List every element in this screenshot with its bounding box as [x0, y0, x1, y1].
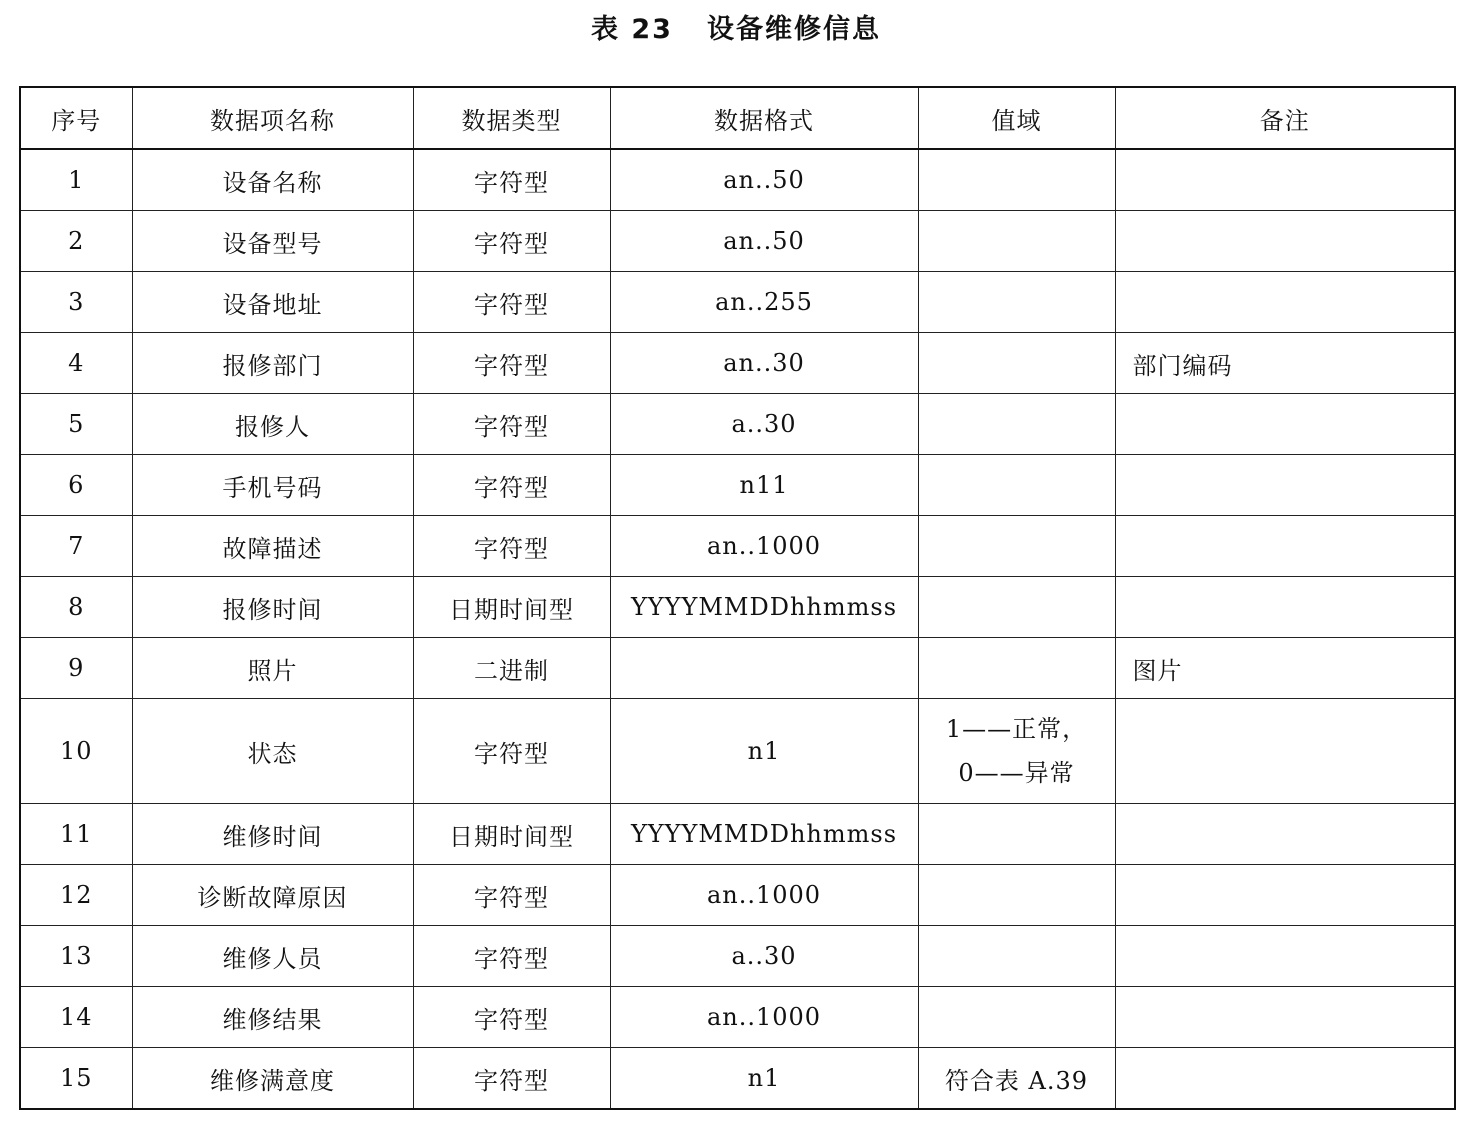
cell-item-name: 维修时间 — [132, 804, 413, 865]
cell-serial: 15 — [20, 1048, 132, 1110]
cell-value-range — [918, 394, 1115, 455]
header-row — [20, 87, 1455, 149]
table-row — [20, 149, 1455, 211]
cell-data-type: 字符型 — [413, 865, 610, 926]
cell-serial: 10 — [20, 699, 132, 804]
cell-serial: 2 — [20, 211, 132, 272]
cell-remarks — [1115, 149, 1455, 211]
cell-remarks: 图片 — [1115, 638, 1455, 699]
cell-data-type: 二进制 — [413, 638, 610, 699]
cell-item-name: 维修人员 — [132, 926, 413, 987]
cell-value-range — [918, 455, 1115, 516]
cell-serial: 9 — [20, 638, 132, 699]
cell-serial: 1 — [20, 149, 132, 211]
cell-data-type: 日期时间型 — [413, 577, 610, 638]
table-row — [20, 211, 1455, 272]
table-row — [20, 577, 1455, 638]
cell-value-range — [918, 987, 1115, 1048]
cell-data-type: 字符型 — [413, 394, 610, 455]
cell-serial: 3 — [20, 272, 132, 333]
cell-data-format: an..1000 — [610, 987, 918, 1048]
header-cell-remarks: 备注 — [1115, 87, 1455, 149]
table-number: 表 23 — [591, 14, 673, 45]
cell-serial: 5 — [20, 394, 132, 455]
cell-remarks — [1115, 516, 1455, 577]
cell-value-range — [918, 638, 1115, 699]
table-row — [20, 987, 1455, 1048]
cell-item-name: 设备地址 — [132, 272, 413, 333]
cell-data-format: YYYYMMDDhhmmss — [610, 577, 918, 638]
cell-item-name: 故障描述 — [132, 516, 413, 577]
cell-value-range — [918, 926, 1115, 987]
table-row — [20, 394, 1455, 455]
cell-value-range — [918, 804, 1115, 865]
cell-item-name: 照片 — [132, 638, 413, 699]
cell-serial: 13 — [20, 926, 132, 987]
value-range-line: 0——异常 — [958, 759, 1075, 787]
cell-data-type: 字符型 — [413, 211, 610, 272]
cell-remarks — [1115, 987, 1455, 1048]
cell-data-format: an..1000 — [610, 865, 918, 926]
cell-remarks — [1115, 865, 1455, 926]
cell-value-range — [918, 577, 1115, 638]
cell-item-name: 报修时间 — [132, 577, 413, 638]
cell-value-range — [918, 516, 1115, 577]
cell-data-format: a..30 — [610, 926, 918, 987]
cell-data-format: an..50 — [610, 149, 918, 211]
header-cell-item-name: 数据项名称 — [132, 87, 413, 149]
cell-data-format: a..30 — [610, 394, 918, 455]
table-title: 设备维修信息 — [706, 14, 881, 45]
cell-value-range: 符合表 A.39 — [918, 1048, 1115, 1110]
cell-data-type: 字符型 — [413, 987, 610, 1048]
header-cell-data-type: 数据类型 — [413, 87, 610, 149]
cell-remarks — [1115, 455, 1455, 516]
cell-serial: 7 — [20, 516, 132, 577]
cell-item-name: 报修部门 — [132, 333, 413, 394]
table-row — [20, 638, 1455, 699]
table-caption — [0, 8, 1472, 52]
cell-data-type: 字符型 — [413, 149, 610, 211]
cell-data-format: an..1000 — [610, 516, 918, 577]
cell-item-name: 手机号码 — [132, 455, 413, 516]
table-row — [20, 926, 1455, 987]
table-row — [20, 516, 1455, 577]
table-row — [20, 455, 1455, 516]
cell-data-format: an..50 — [610, 211, 918, 272]
cell-serial: 4 — [20, 333, 132, 394]
cell-data-type: 字符型 — [413, 272, 610, 333]
cell-data-format: n1 — [610, 699, 918, 804]
cell-data-format: an..255 — [610, 272, 918, 333]
cell-value-range — [918, 149, 1115, 211]
table-row — [20, 804, 1455, 865]
maintenance-info-table — [19, 86, 1456, 1110]
cell-item-name: 维修结果 — [132, 987, 413, 1048]
table-row — [20, 333, 1455, 394]
cell-data-format: n1 — [610, 1048, 918, 1110]
cell-data-format: an..30 — [610, 333, 918, 394]
header-cell-data-format: 数据格式 — [610, 87, 918, 149]
cell-data-format: YYYYMMDDhhmmss — [610, 804, 918, 865]
cell-remarks — [1115, 394, 1455, 455]
header-cell-value-range: 值域 — [918, 87, 1115, 149]
cell-remarks — [1115, 699, 1455, 804]
cell-remarks — [1115, 804, 1455, 865]
cell-item-name: 维修满意度 — [132, 1048, 413, 1110]
cell-remarks — [1115, 577, 1455, 638]
cell-serial: 12 — [20, 865, 132, 926]
header-cell-serial: 序号 — [20, 87, 132, 149]
table-row — [20, 1048, 1455, 1110]
cell-data-format — [610, 638, 918, 699]
cell-item-name: 报修人 — [132, 394, 413, 455]
cell-item-name: 设备型号 — [132, 211, 413, 272]
cell-data-type: 字符型 — [413, 333, 610, 394]
cell-serial: 14 — [20, 987, 132, 1048]
cell-remarks — [1115, 272, 1455, 333]
table-row — [20, 865, 1455, 926]
cell-value-range — [918, 865, 1115, 926]
cell-serial: 11 — [20, 804, 132, 865]
value-range-line: 1——正常， — [945, 715, 1088, 743]
cell-data-type: 字符型 — [413, 1048, 610, 1110]
cell-value-range — [918, 699, 1115, 804]
cell-value-range — [918, 211, 1115, 272]
cell-serial: 6 — [20, 455, 132, 516]
cell-item-name: 状态 — [132, 699, 413, 804]
cell-data-type: 字符型 — [413, 699, 610, 804]
cell-serial: 8 — [20, 577, 132, 638]
cell-data-type: 字符型 — [413, 455, 610, 516]
cell-data-type: 日期时间型 — [413, 804, 610, 865]
cell-remarks — [1115, 926, 1455, 987]
cell-remarks — [1115, 211, 1455, 272]
cell-remarks — [1115, 1048, 1455, 1110]
cell-value-range — [918, 333, 1115, 394]
table-row — [20, 699, 1455, 804]
cell-item-name: 设备名称 — [132, 149, 413, 211]
cell-data-type: 字符型 — [413, 926, 610, 987]
cell-item-name: 诊断故障原因 — [132, 865, 413, 926]
cell-data-format: n11 — [610, 455, 918, 516]
table-row — [20, 272, 1455, 333]
cell-data-type: 字符型 — [413, 516, 610, 577]
cell-remarks: 部门编码 — [1115, 333, 1455, 394]
cell-value-range — [918, 272, 1115, 333]
